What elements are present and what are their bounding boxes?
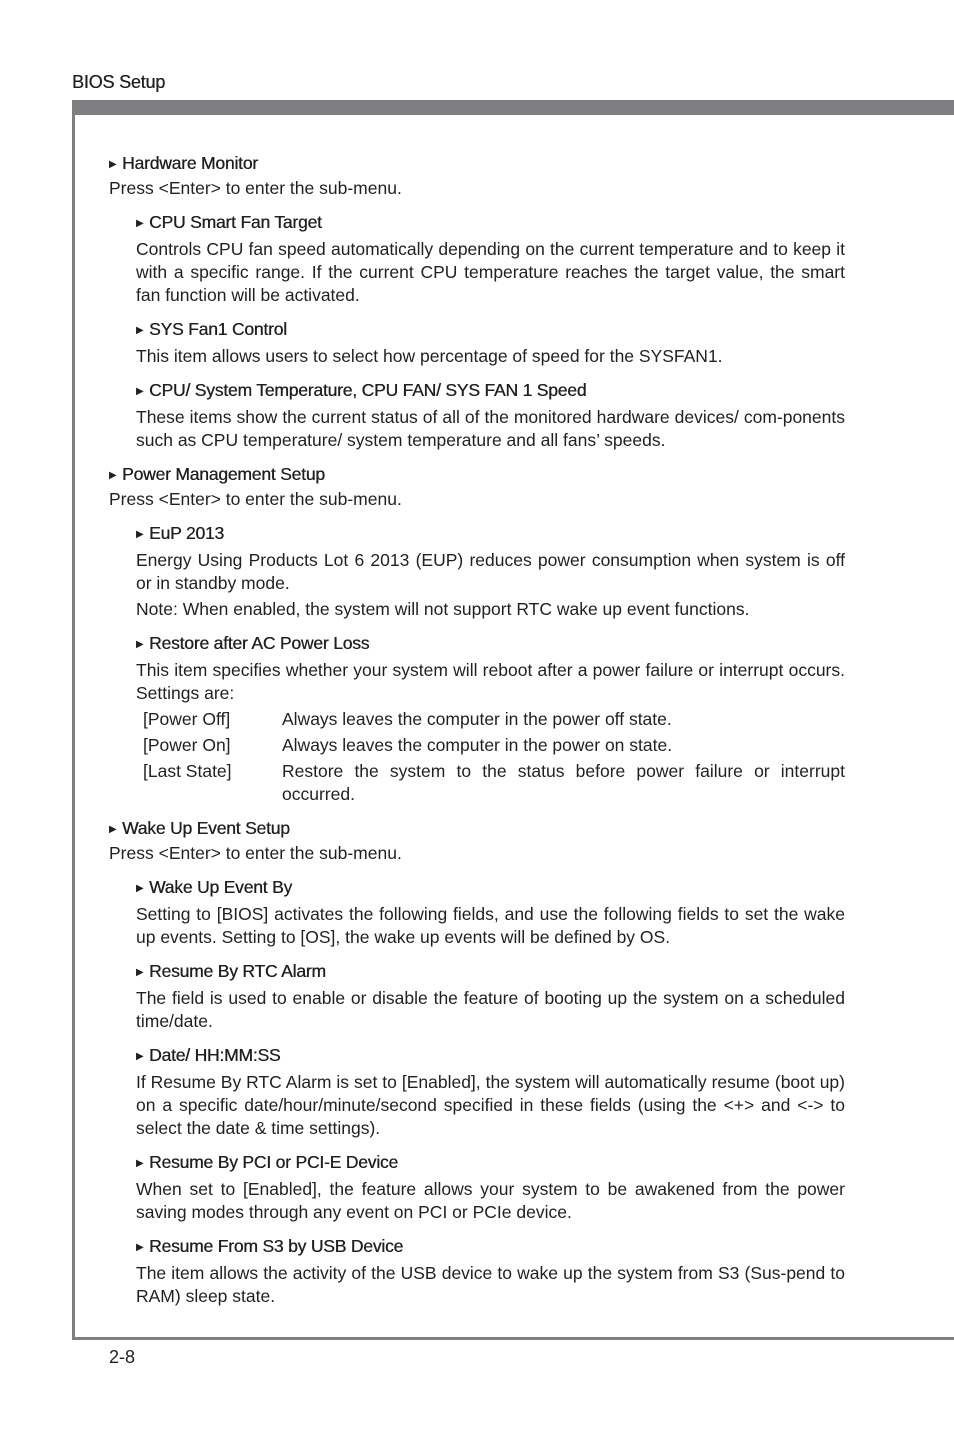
option-row [143, 760, 845, 806]
item-heading-text: CPU/ System Temperature, CPU FAN/ SYS FAN 1 Speed [149, 380, 587, 400]
triangle-bullet-icon: ▶ [136, 967, 144, 978]
item-date-time [136, 1043, 845, 1140]
option-key: [Power On] [143, 735, 231, 755]
item-description: When set to [Enabled], the feature allows your system to be awakened from the power saving modes through any event on PCI or PCIe device. [136, 1179, 845, 1222]
item-heading [136, 378, 845, 404]
section-heading-text: Power Management Setup [122, 464, 325, 484]
item-description: Controls CPU fan speed automatically depending on the current temperature and to keep it with a specific range. If the current CPU temperature reaches the target value, the smart fan function will be activated. [136, 239, 845, 305]
item-description: These items show the current status of all of the monitored hardware devices/ com-ponents such as CPU temperature/ system temperature and all fans’ speeds. [136, 407, 845, 450]
item-resume-by-pci [136, 1150, 845, 1224]
item-eup-2013 [136, 521, 845, 621]
item-description: The field is used to enable or disable the feature of booting up the system on a scheduled time/date. [136, 988, 845, 1031]
item-heading-text: Resume By RTC Alarm [149, 961, 326, 981]
triangle-bullet-icon: ▶ [109, 824, 117, 835]
section-power-management [109, 462, 845, 806]
triangle-bullet-icon: ▶ [136, 883, 144, 894]
triangle-bullet-icon: ▶ [136, 1242, 144, 1253]
item-cpu-smart-fan-target [136, 210, 845, 307]
item-heading [136, 959, 845, 985]
item-cpu-system-temperature [136, 378, 845, 452]
triangle-bullet-icon: ▶ [136, 386, 144, 397]
item-description: Energy Using Products Lot 6 2013 (EUP) reduces power consumption when system is off or in standby mode. [136, 550, 845, 593]
item-description: The item allows the activity of the USB device to wake up the system from S3 (Sus-pend to RAM) sleep state. [136, 1263, 845, 1306]
item-heading-text: Date/ HH:MM:SS [149, 1045, 281, 1065]
triangle-bullet-icon: ▶ [136, 1158, 144, 1169]
item-resume-from-s3-usb [136, 1234, 845, 1308]
item-heading [136, 210, 845, 236]
item-heading-text: CPU Smart Fan Target [149, 212, 322, 232]
item-restore-after-ac-power-loss [136, 631, 845, 806]
item-resume-by-rtc-alarm [136, 959, 845, 1033]
manual-content [109, 151, 845, 1318]
triangle-bullet-icon: ▶ [136, 529, 144, 540]
item-description: If Resume By RTC Alarm is set to [Enabled], the system will automatically resume (boot up) on a specific date/hour/minute/second specified in these fields (using the <+> and <-> to select the date & time settings). [136, 1072, 845, 1138]
section-heading [109, 462, 845, 488]
bottom-border-rule [72, 1337, 954, 1340]
section-hardware-monitor [109, 151, 845, 452]
left-border-rule [72, 115, 75, 1340]
item-heading-text: Resume By PCI or PCI-E Device [149, 1152, 398, 1172]
item-sys-fan1-control [136, 317, 845, 368]
item-note: Note: When enabled, the system will not support RTC wake up event functions. [136, 599, 750, 619]
section-heading [109, 151, 845, 177]
item-heading [136, 1043, 845, 1069]
item-heading-text: SYS Fan1 Control [149, 319, 287, 339]
triangle-bullet-icon: ▶ [109, 159, 117, 170]
triangle-bullet-icon: ▶ [136, 1051, 144, 1062]
page-header-title: BIOS Setup [72, 72, 166, 92]
triangle-bullet-icon: ▶ [136, 639, 144, 650]
item-heading-text: EuP 2013 [149, 523, 224, 543]
option-row [143, 708, 845, 731]
item-heading-text: Restore after AC Power Loss [149, 633, 370, 653]
item-heading [136, 631, 845, 657]
triangle-bullet-icon: ▶ [136, 325, 144, 336]
option-key: [Power Off] [143, 709, 231, 729]
option-row [143, 734, 845, 757]
section-wake-up-event [109, 816, 845, 1308]
item-heading [136, 1234, 845, 1260]
option-value: Always leaves the computer in the power on state. [282, 735, 673, 755]
item-description: This item specifies whether your system will reboot after a power failure or interrupt occurs. Settings are: [136, 660, 845, 703]
section-heading-text: Wake Up Event Setup [122, 818, 290, 838]
item-heading [136, 317, 845, 343]
section-description: Press <Enter> to enter the sub-menu. [109, 489, 402, 509]
triangle-bullet-icon: ▶ [109, 470, 117, 481]
item-heading [136, 521, 845, 547]
item-heading-text: Resume From S3 by USB Device [149, 1236, 404, 1256]
section-description: Press <Enter> to enter the sub-menu. [109, 843, 402, 863]
option-value: Restore the system to the status before power failure or interrupt occurred. [282, 761, 845, 804]
section-heading-text: Hardware Monitor [122, 153, 258, 173]
item-heading [136, 875, 845, 901]
header-bar [72, 100, 954, 115]
item-description: This item allows users to select how percentage of speed for the SYSFAN1. [136, 346, 723, 366]
section-description: Press <Enter> to enter the sub-menu. [109, 178, 402, 198]
page-number: 2-8 [109, 1347, 136, 1367]
item-heading [136, 1150, 845, 1176]
item-description: Setting to [BIOS] activates the following fields, and use the following fields to set the wake up events. Setting to [OS], the wake up events will be defined by OS. [136, 904, 845, 947]
settings-options-list [143, 708, 845, 806]
item-heading-text: Wake Up Event By [149, 877, 293, 897]
item-wake-up-event-by [136, 875, 845, 949]
section-heading [109, 816, 845, 842]
option-key: [Last State] [143, 761, 232, 781]
option-value: Always leaves the computer in the power off state. [282, 709, 672, 729]
triangle-bullet-icon: ▶ [136, 218, 144, 229]
